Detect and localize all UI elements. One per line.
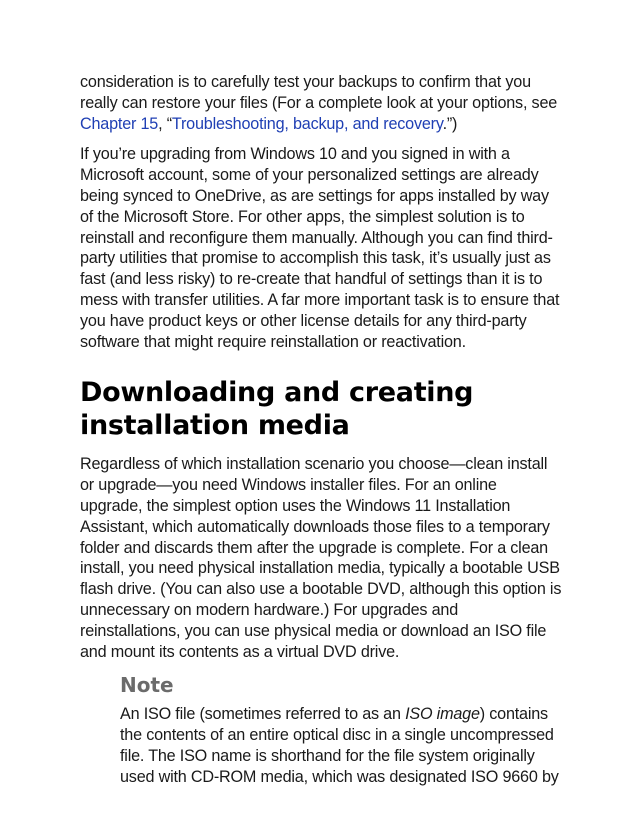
open-quote: “ xyxy=(166,114,172,133)
close-quote: .”) xyxy=(442,114,458,133)
note-text-end: ) contains the contents of an entire optical disc in a single uncompressed file. The ISO name is shorthand for the file system originally used with CD-ROM media, which was designated ISO 9660 by xyxy=(120,705,559,786)
paragraph-upgrading: If you’re upgrading from Windows 10 and you signed in with a Microsoft account, some of your personalized settings are already being synced to OneDrive, as are settings for apps installed by way of the Microsoft Store. For other apps, the simplest solution is to reinstall and reconfigure them manually. Although you can find third-party utilities that promise to accomplish this task, it’s usually just as fast (and less risky) to re-create that handful of settings than it is to mess with transfer utilities. A far more important task is to ensure that you have product keys or other license details for any third-party software that might require reinstallation or reactivation. xyxy=(80,145,560,351)
note-emphasis: ISO image xyxy=(405,705,480,724)
note-text xyxy=(120,704,562,787)
troubleshooting-backup-recovery-link[interactable]: Troubleshooting, backup, and recovery xyxy=(171,114,443,133)
note-label: Note xyxy=(120,673,174,698)
paragraph-backups-text: consideration is to carefully test your backups to confirm that you really can restore your files (For a complete look at your options, see xyxy=(80,73,558,112)
note-box xyxy=(120,672,562,787)
section-heading: Downloading and creating installation media xyxy=(80,377,474,442)
paragraph-backups xyxy=(80,72,562,134)
chapter-15-link[interactable]: Chapter 15 xyxy=(80,114,159,133)
link-separator: , xyxy=(158,114,167,133)
paragraph-installation-media: Regardless of which installation scenario you choose—clean install or upgrade—you need Windows installer files. For an online upgrade, the simplest option uses the Windows 11 Installation Assistant, which automatically downloads those files to a temporary folder and discards them after the upgrade is complete. For a clean install, you need physical installation media, typically a bootable USB flash drive. (You can also use a bootable DVD, although this option is unnecessary on modern hardware.) For upgrades and reinstallations, you can use physical media or download an ISO file and mount its contents as a virtual DVD drive. xyxy=(80,455,562,661)
document-page xyxy=(80,72,562,788)
note-text-start: An ISO file (sometimes referred to as an xyxy=(120,705,406,724)
